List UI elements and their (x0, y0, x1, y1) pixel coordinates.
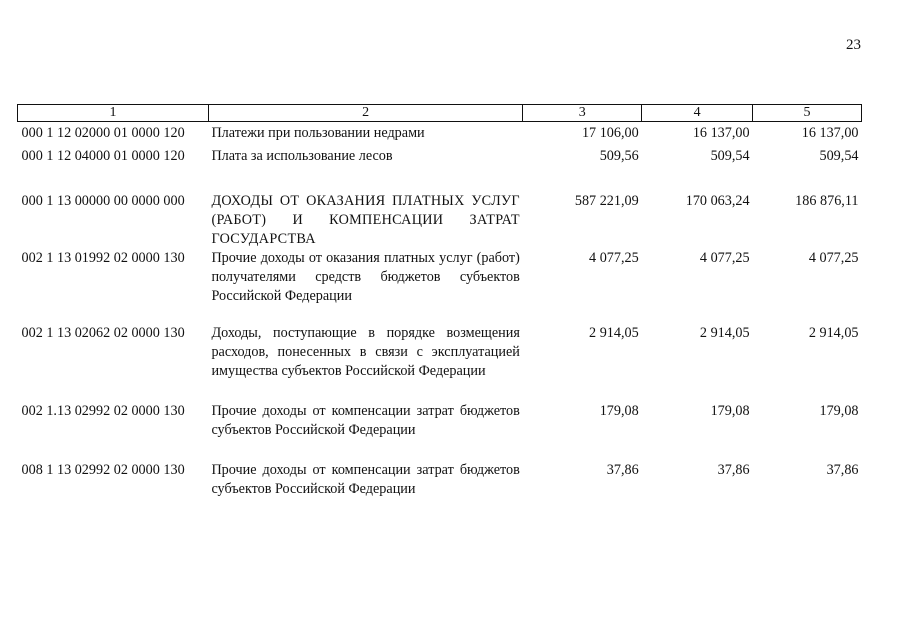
revenue-name: Платежи при пользовании недрами (211, 125, 425, 141)
revenue-name: Доходы, поступающие в порядке возмещения расходов, понесенных в связи с эксплуатацией имущества субъектов Российской Федерации (211, 325, 520, 379)
page-number: 23 (846, 37, 861, 53)
value-col-4: 2 914,05 (699, 325, 750, 341)
budget-code: 002 1.13 02992 02 0000 130 (21, 403, 185, 419)
value-col-5: 37,86 (826, 462, 859, 478)
budget-code: 008 1 13 02992 02 0000 130 (21, 462, 185, 478)
budget-code: 000 1 13 00000 00 0000 000 (21, 193, 185, 209)
value-col-5: 179,08 (819, 403, 859, 419)
value-col-5: 509,54 (819, 148, 859, 164)
value-col-3: 4 077,25 (589, 250, 639, 266)
revenue-name: Прочие доходы от компенсации затрат бюджетов субъектов Российской Федерации (211, 403, 520, 438)
value-col-3: 179,08 (599, 403, 639, 419)
column-header-1: 1 (18, 105, 209, 122)
budget-code: 000 1 12 02000 01 0000 120 (21, 125, 185, 141)
table-row (18, 249, 862, 324)
value-col-4: 16 137,00 (692, 125, 750, 141)
table-row (18, 192, 862, 249)
value-col-4: 170 063,24 (685, 193, 750, 209)
revenue-name: Прочие доходы от оказания платных услуг (работ) получателями средств бюджетов субъектов Российской Федерации (211, 250, 520, 304)
budget-revenue-table (17, 104, 862, 501)
revenue-name: Прочие доходы от компенсации затрат бюджетов субъектов Российской Федерации (211, 462, 520, 497)
column-header-4: 4 (642, 105, 753, 122)
value-col-4: 179,08 (710, 403, 750, 419)
table-body (18, 122, 862, 502)
value-col-5: 4 077,25 (808, 250, 859, 266)
value-col-4: 4 077,25 (699, 250, 750, 266)
value-col-5: 16 137,00 (801, 125, 859, 141)
revenue-name: Плата за использование лесов (211, 148, 393, 164)
budget-code: 002 1 13 01992 02 0000 130 (21, 250, 185, 266)
value-col-5: 2 914,05 (808, 325, 859, 341)
header-row (18, 105, 862, 122)
value-col-4: 37,86 (717, 462, 750, 478)
value-col-3: 587 221,09 (574, 193, 639, 209)
table-row (18, 122, 862, 148)
table-row (18, 461, 862, 501)
column-header-2: 2 (208, 105, 522, 122)
value-col-3: 17 106,00 (581, 125, 639, 141)
budget-code: 000 1 12 04000 01 0000 120 (21, 148, 185, 164)
column-header-5: 5 (753, 105, 862, 122)
revenue-name: ДОХОДЫ ОТ ОКАЗАНИЯ ПЛАТНЫХ УСЛУГ (РАБОТ) И КОМПЕНСАЦИИ ЗАТРАТ ГОСУДАРСТВА (211, 193, 520, 247)
table-row (18, 324, 862, 402)
table-row (18, 147, 862, 192)
value-col-4: 509,54 (710, 148, 750, 164)
table-header (18, 105, 862, 122)
budget-code: 002 1 13 02062 02 0000 130 (21, 325, 185, 341)
table-row (18, 402, 862, 461)
value-col-5: 186 876,11 (795, 193, 859, 209)
column-header-3: 3 (523, 105, 642, 122)
value-col-3: 509,56 (599, 148, 639, 164)
value-col-3: 2 914,05 (589, 325, 639, 341)
value-col-3: 37,86 (606, 462, 639, 478)
